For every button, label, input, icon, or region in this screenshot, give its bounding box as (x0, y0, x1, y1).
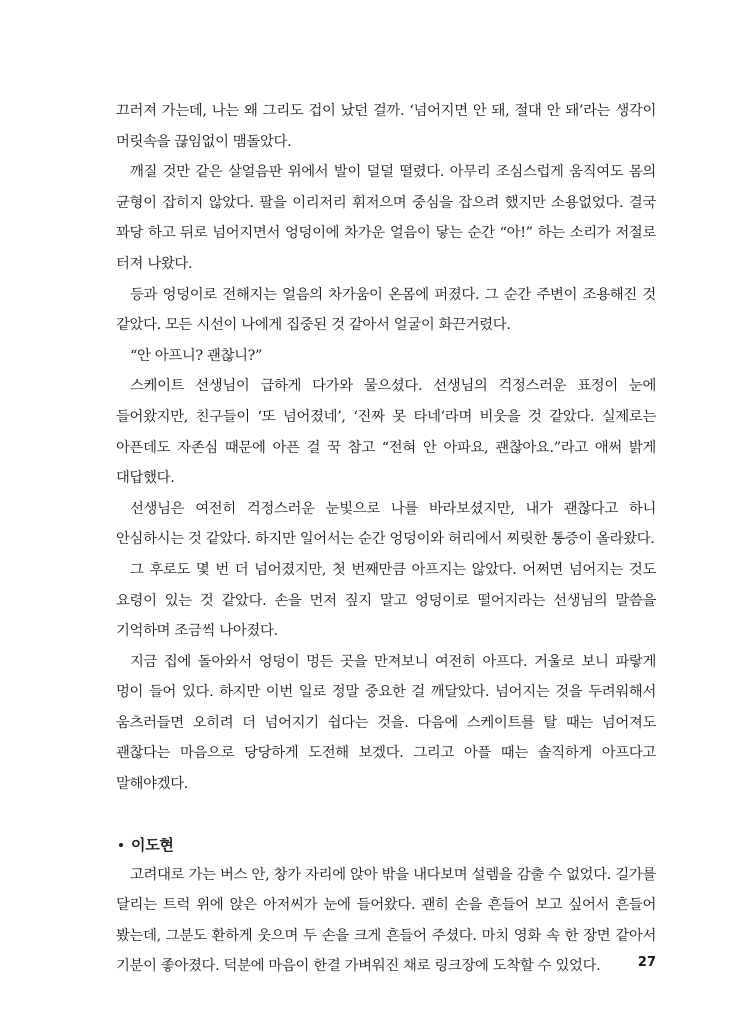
paragraph-7: 그 후로도 몇 번 더 넘어졌지만, 첫 번째만큼 아프지는 않았다. 어쩌면 넘어지는 것도 요령이 있는 것 같았다. 손을 먼저 짚지 말고 엉덩이로 떨어지라는 선생님의 말씀을 기억하며 조금씩 나아졌다. (116, 561, 656, 640)
body-text (116, 96, 656, 982)
paragraph-5: 스케이트 선생님이 급하게 다가와 물으셨다. 선생님의 걱정스러운 표정이 눈에 들어왔지만, 친구들이 ‘또 넘어졌네’, ‘진짜 못 타네’라며 비웃을 것 같았다. 실제로는 아픈데도 자존심 때문에 아픈 걸 꾹 참고 “전혀 안 아파요, 괜찮아요.”라고 애써 밝게 대답했다. (116, 378, 656, 487)
section-heading (116, 830, 656, 860)
paragraph-6: 선생님은 여전히 걱정스러운 눈빛으로 나를 바라보셨지만, 내가 괜찮다고 하니 안심하시는 것 같았다. 하지만 일어서는 순간 엉덩이와 허리에서 찌릿한 통증이 올라왔다. (116, 500, 656, 548)
paragraph-3: 등과 엉덩이로 전해지는 얼음의 차가움이 온몸에 퍼졌다. 그 순간 주변이 조용해진 것 같았다. 모든 시선이 나에게 집중된 것 같아서 얼굴이 화끈거렸다. (116, 286, 656, 334)
section-paragraph-1: 고려대로 가는 버스 안, 창가 자리에 앉아 밖을 내다보며 설렘을 감출 수 없었다. 길가를 달리는 트럭 위에 앉은 아저씨가 눈에 들어왔다. 괜히 손을 흔들어 보고 싶어서 흔들어 봤는데, 그분도 환하게 웃으며 두 손을 크게 흔들어 주셨다. 마치 영화 속 한 장면 같아서 기분이 좋아졌다. 덕분에 마음이 한결 가벼워진 채로 링크장에 도착할 수 있었다. (116, 866, 656, 975)
bullet-icon (119, 843, 123, 847)
paragraph-4-dialogue: “안 아프니? 괜찮니?” (130, 347, 263, 364)
section-heading-text: 이도현 (131, 835, 174, 854)
paragraph-2: 깨질 것만 같은 살얼음판 위에서 발이 덜덜 떨렸다. 아무리 조심스럽게 움직여도 몸의 균형이 잡히지 않았다. 팔을 이리저리 휘저으며 중심을 잡으려 했지만 소용없었다. 결국 꽈당 하고 뒤로 넘어지면서 엉덩이에 차가운 얼음이 닿는 순간 “아!” 하는 소리가 저절로 터져 나왔다. (116, 164, 656, 272)
page-number: 27 (637, 955, 656, 970)
paragraph-8: 지금 집에 돌아와서 엉덩이 멍든 곳을 만져보니 여전히 아프다. 거울로 보니 파랗게 멍이 들어 있다. 하지만 이번 일로 정말 중요한 걸 깨달았다. 넘어지는 것을 두려워해서 움츠러들면 오히려 더 넘어지기 쉽다는 것을. 다음에 스케이트를 탈 때는 넘어져도 괜찮다는 마음으로 당당하게 도전해 보겠다. 그리고 아플 때는 솔직하게 아프다고 말해야겠다. (116, 653, 656, 793)
paragraph-1: 끄러져 가는데, 나는 왜 그리도 겁이 났던 걸까. ‘넘어지면 안 돼, 절대 안 돼’라는 생각이 머릿속을 끊임없이 맴돌았다. (116, 103, 656, 150)
